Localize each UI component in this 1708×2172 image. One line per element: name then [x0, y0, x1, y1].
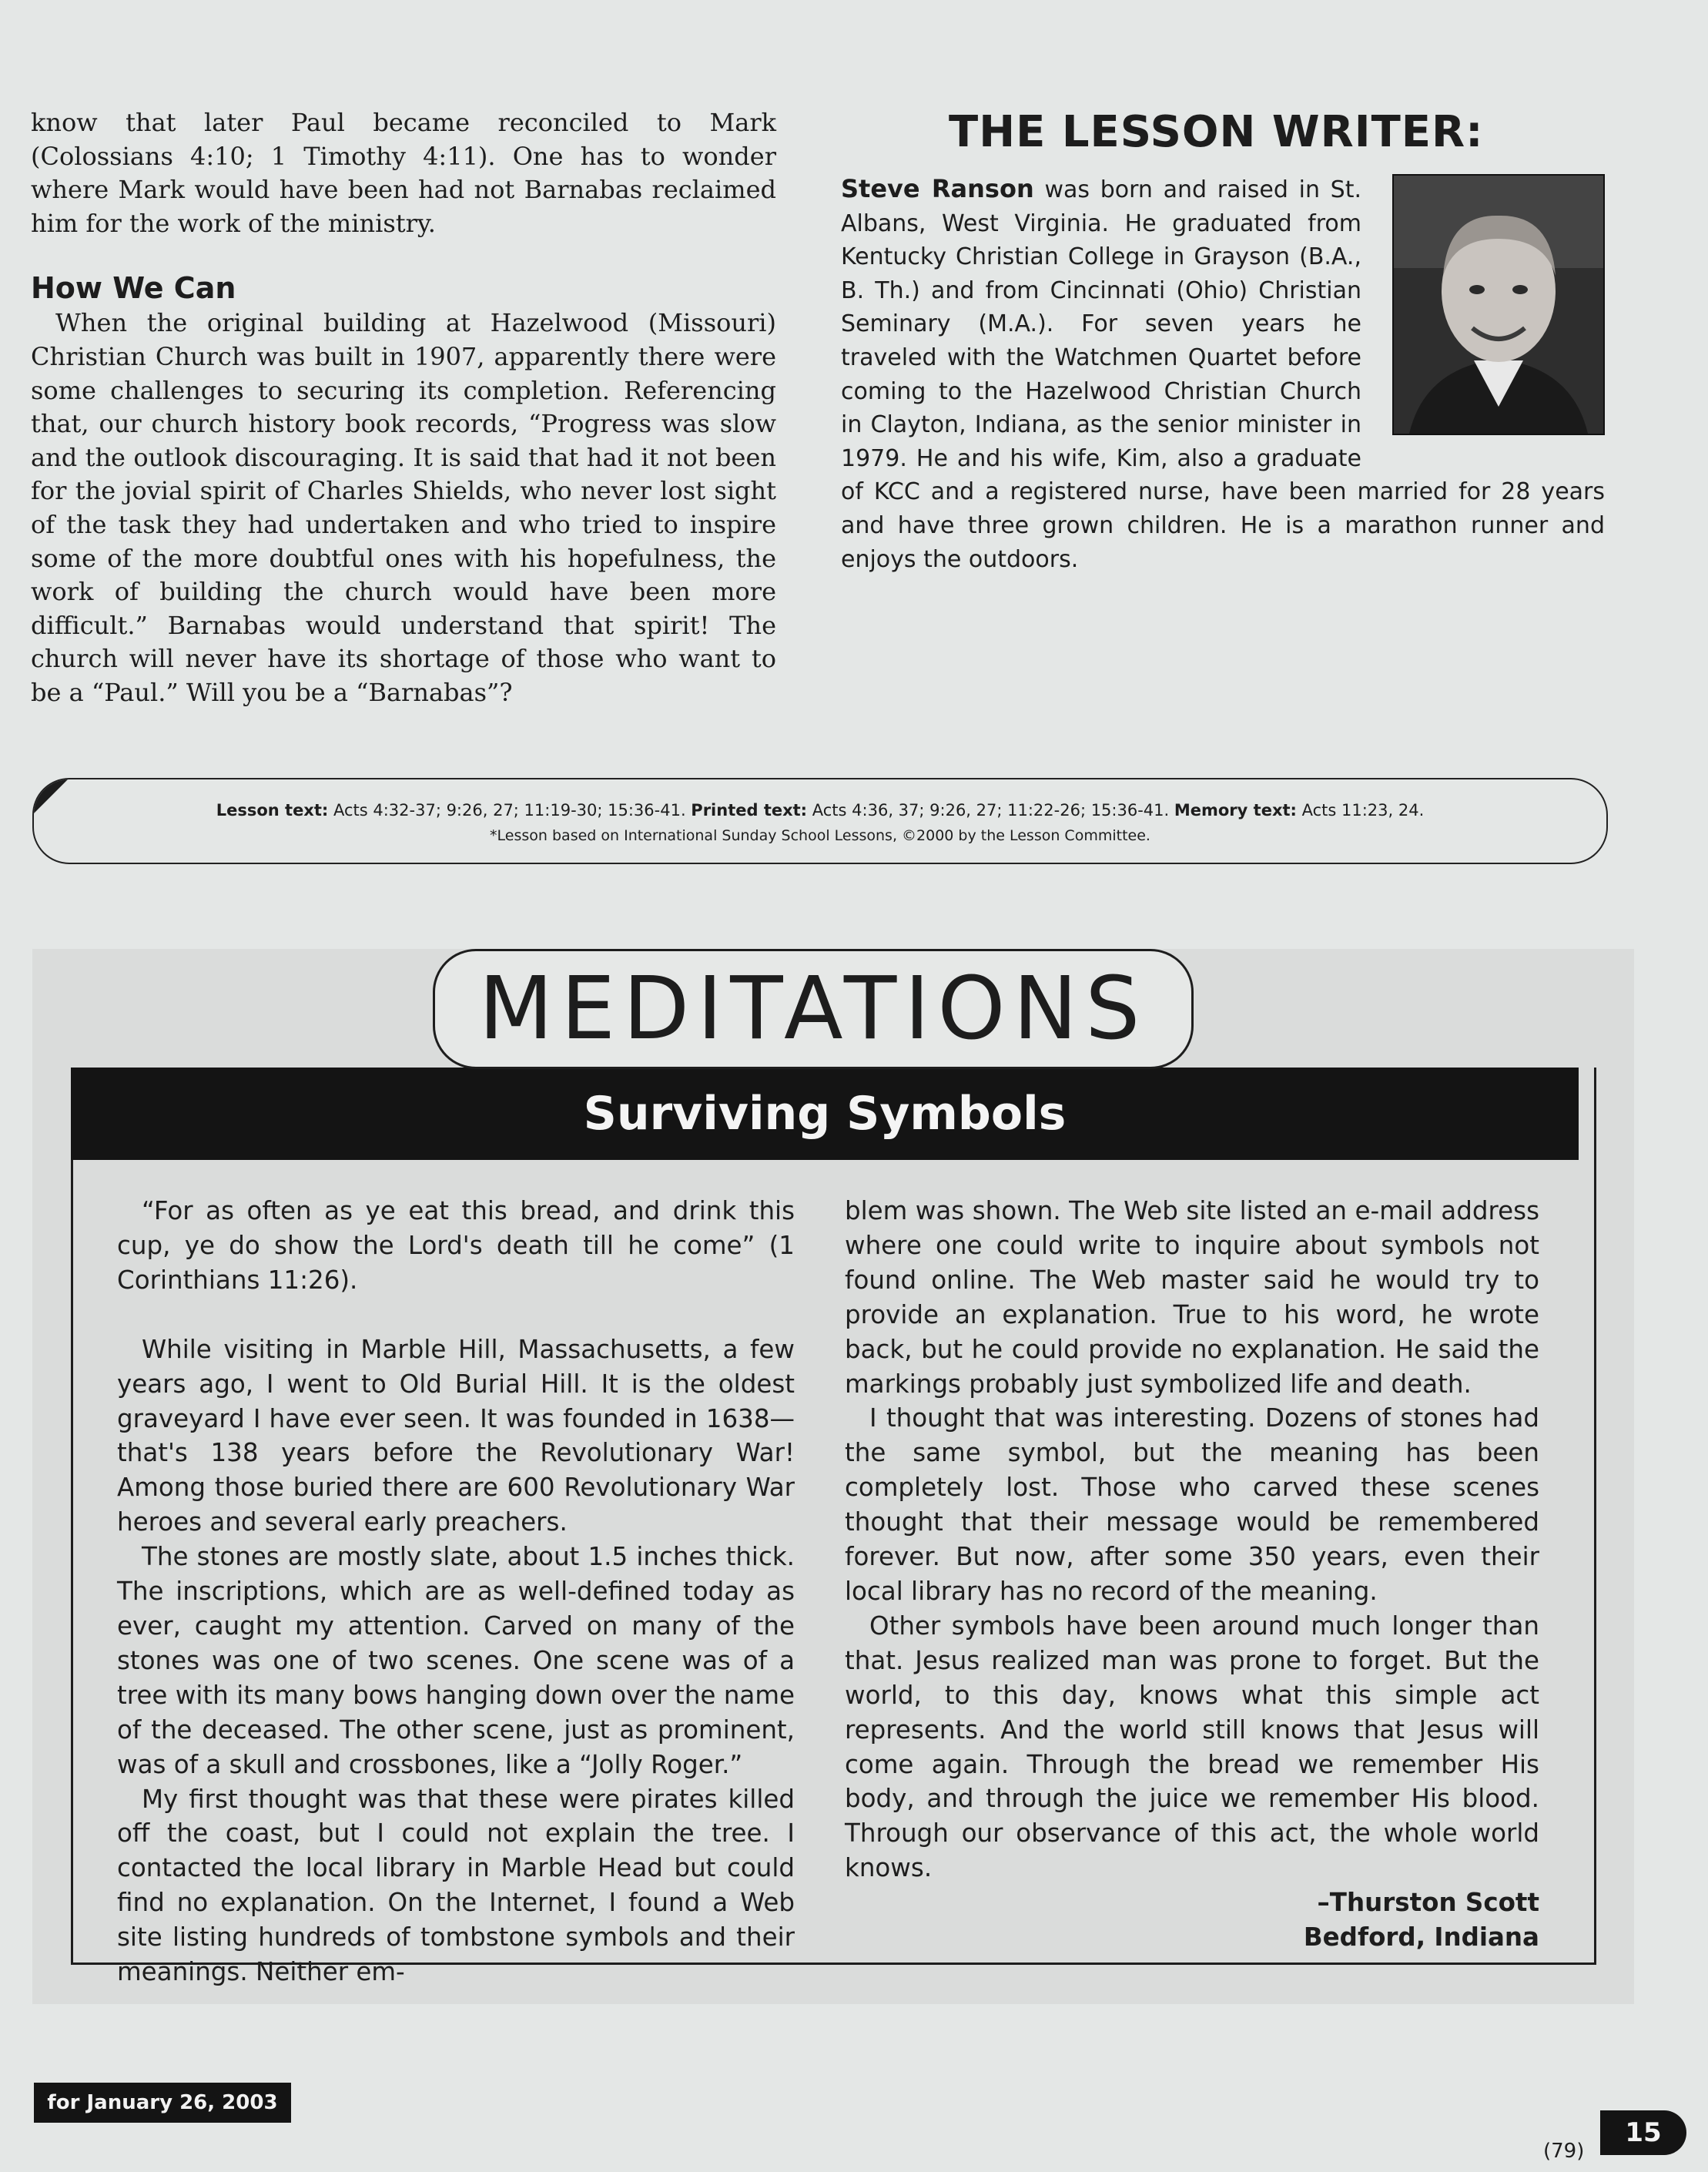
memory-text-label: Memory text:	[1174, 801, 1297, 820]
meditations-subtitle-bar: Surviving Symbols	[71, 1068, 1579, 1160]
portrait-image	[1394, 176, 1603, 434]
lesson-copyright-note: *Lesson based on International Sunday School Lessons, ©2000 by the Lesson Committee.	[490, 827, 1150, 844]
intro-paragraph: know that later Paul became reconciled to Mark (Colossians 4:10; 1 Timothy 4:11). One has to wonder where Mark would have been had not Barnabas reclaimed him for the work of the ministry.	[31, 108, 776, 238]
writer-name: Steve Ranson	[841, 174, 1034, 203]
author-signature	[845, 1885, 1539, 1955]
writer-bio-text: was born and raised in St. Albans, West Virginia. He graduated from Kentucky Christian College in Grayson (B.A., B. Th.) and from Cincinnati (Ohio) Christian Seminary (M.A.). For seven years he traveled with the Watchmen Quartet before coming to the Hazelwood Christian Church in Clayton, Indiana, as the senior minister in 1979. He and his wife, Kim, also a graduate of KCC and a registered nurse, have been married for 28 years and have three grown children. He is a marathon runner and enjoys the outdoors.	[841, 176, 1605, 573]
lesson-references	[34, 798, 1606, 823]
printed-text-value: Acts 4:36, 37; 9:26, 27; 11:22-26; 15:36-41.	[807, 801, 1174, 820]
article-continuation	[31, 106, 776, 710]
portrait-photo	[1392, 174, 1605, 435]
footer-date: for January 26, 2003	[34, 2083, 291, 2123]
lesson-writer-title: THE LESSON WRITER:	[949, 107, 1484, 157]
lesson-writer-section	[841, 108, 1605, 576]
meditation-paragraph: blem was shown. The Web site listed an e-mail address where one could write to inquire about symbols not found online. The Web master said he would try to provide an explanation. True to his word, he wrote back, but he could provide no explanation. He said the markings probably just symbolized life and death.	[845, 1196, 1539, 1399]
author-location: Bedford, Indiana	[1303, 1922, 1539, 1952]
meditations-right-column	[845, 1194, 1539, 1955]
meditations-title: MEDITATIONS	[433, 949, 1194, 1069]
author-name: –Thurston Scott	[1317, 1888, 1539, 1918]
meditations-left-column	[117, 1194, 795, 1989]
meditation-paragraph: The stones are mostly slate, about 1.5 inches thick. The inscriptions, which are as well-defined today as ever, caught my attention. Carved on many of the stones was one of two scenes. One scene was of a tree with its many bows hanging down over the name of the deceased. The other scene, just as prominent, was of a skull and crossbones, like a “Jolly Roger.”	[117, 1542, 795, 1779]
lesson-text-value: Acts 4:32-37; 9:26, 27; 11:19-30; 15:36-41.	[328, 801, 692, 820]
lesson-text-box	[32, 778, 1608, 864]
section-heading: How We Can	[31, 271, 236, 306]
scripture-quote: “For as often as ye eat this bread, and drink this cup, ye do show the Lord's death till he come” (1 Corinthians 11:26).	[117, 1196, 795, 1295]
meditation-paragraph: While visiting in Marble Hill, Massachusetts, a few years ago, I went to Old Burial Hill. It is the oldest graveyard I have ever seen. It was founded in 1638—that's 138 years before the Revolutionary War! Among those buried there are 600 Revolutionary War heroes and several early preachers.	[117, 1334, 795, 1537]
printed-text-label: Printed text:	[691, 801, 808, 820]
meditation-paragraph: I thought that was interesting. Dozens of stones had the same symbol, but the meaning has been completely lost. Those who carved these scenes thought that their message would be remembered forever. But now, after some 350 years, even their local library has no record of the meaning.	[845, 1403, 1539, 1606]
memory-text-value: Acts 11:23, 24.	[1296, 801, 1425, 820]
page-number: 15	[1600, 2110, 1686, 2155]
section-paragraph: When the original building at Hazelwood (Missouri) Christian Church was built in 1907, apparently there were some challenges to securing its completion. Referencing that, our church history book records, “Progress was slow and the outlook discouraging. It is said that had it not been for the jovial spirit of Charles Shields, who never lost sight of the task they had undertaken and who tried to inspire some of the more doubtful ones with his hopefulness, the work of building the church would have been more difficult.” Barnabas would understand that spirit! The church will never have its shortage of those who want to be a “Paul.” Will you be a “Barnabas”?	[31, 308, 776, 707]
footer-issue-number: (79)	[1543, 2140, 1585, 2163]
lesson-text-label: Lesson text:	[216, 801, 329, 820]
meditation-paragraph: My first thought was that these were pirates killed off the coast, but I could not explain the tree. I contacted the local library in Marble Head but could find no explanation. On the Internet, I found a Web site listing hundreds of tombstone symbols and their meanings. Neither em-	[117, 1784, 795, 1987]
meditation-paragraph: Other symbols have been around much longer than that. Jesus realized man was prone to forget. But the world, to this day, knows what this simple act represents. And the world still knows that Jesus will come again. Through the bread we remember His body, and through the juice we remember His blood. Through our observance of this act, the whole world knows.	[845, 1611, 1539, 1883]
